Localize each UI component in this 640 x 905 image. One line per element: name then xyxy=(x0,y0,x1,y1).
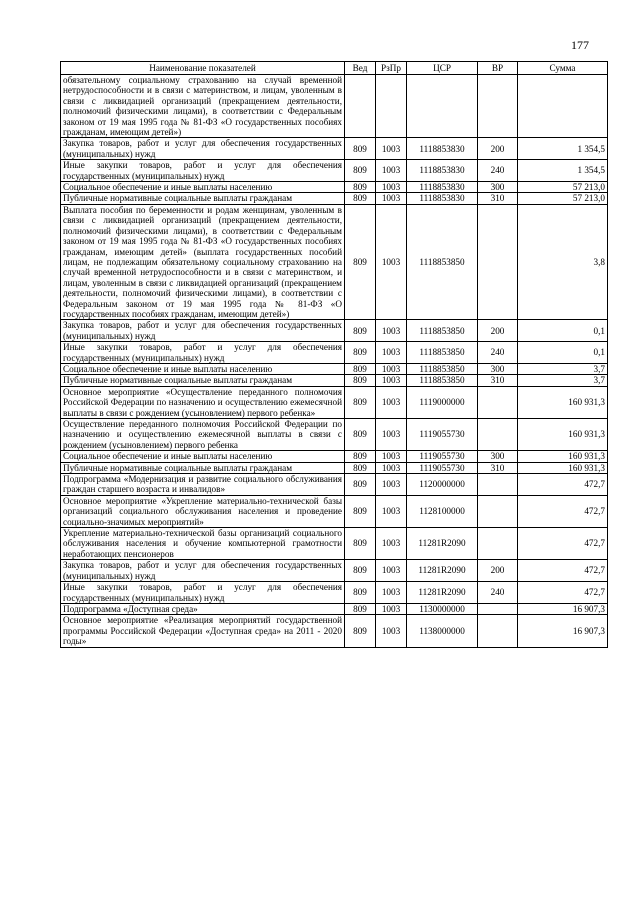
cell-csr: 1120000000 xyxy=(407,474,478,496)
cell-sum: 0,1 xyxy=(518,320,608,342)
cell-rzpr: 1003 xyxy=(376,375,407,386)
cell-rzpr: 1003 xyxy=(376,182,407,193)
header-ved: Вед xyxy=(345,62,376,75)
table-row xyxy=(61,75,608,138)
table-row xyxy=(61,320,608,342)
cell-sum xyxy=(518,75,608,138)
cell-sum: 57 213,0 xyxy=(518,182,608,193)
cell-csr: 11281R2090 xyxy=(407,560,478,582)
cell-vr: 200 xyxy=(478,320,518,342)
cell-vr: 310 xyxy=(478,193,518,204)
cell-rzpr: 1003 xyxy=(376,560,407,582)
cell-ved: 809 xyxy=(345,182,376,193)
table-row xyxy=(61,582,608,604)
table-row xyxy=(61,615,608,647)
cell-rzpr: 1003 xyxy=(376,528,407,560)
cell-rzpr: 1003 xyxy=(376,193,407,204)
cell-vr xyxy=(478,419,518,451)
cell-sum: 160 931,3 xyxy=(518,451,608,462)
cell-ved: 809 xyxy=(345,495,376,527)
table-body xyxy=(61,75,608,648)
cell-vr xyxy=(478,495,518,527)
cell-vr xyxy=(478,75,518,138)
cell-csr: 1119055730 xyxy=(407,451,478,462)
cell-sum: 16 907,3 xyxy=(518,603,608,614)
cell-name: Выплата пособия по беременности и родам женщинам, уволенным в связи с ликвидацией организаций (прекращением деятельности, полномочий физическими лицами), в соответствии с Федеральным законом от 19 мая 1995 года № 81-ФЗ «О государственных пособиях гражданам, имеющим детей» (выплата государственных пособий лицам, не подлежащим обязательному социальному страхованию на случай временной нетрудоспособности и в связи с материнством, и лицам, уволенным в связи с ликвидацией организаций (прекращением деятельности, полномочий физическими лицами), в соответствии с Федеральным законом от 19 мая 1995 года № 81-ФЗ «О государственных пособиях гражданам, имеющим детей») xyxy=(61,204,345,319)
table-row xyxy=(61,160,608,182)
cell-name: Социальное обеспечение и иные выплаты населению xyxy=(61,451,345,462)
table-row xyxy=(61,363,608,374)
cell-vr xyxy=(478,204,518,319)
cell-csr: 1118853850 xyxy=(407,204,478,319)
cell-csr: 1118853830 xyxy=(407,160,478,182)
cell-rzpr: 1003 xyxy=(376,582,407,604)
cell-vr: 200 xyxy=(478,560,518,582)
cell-ved: 809 xyxy=(345,320,376,342)
cell-csr: 1128100000 xyxy=(407,495,478,527)
table-row xyxy=(61,193,608,204)
cell-name: Иные закупки товаров, работ и услуг для обеспечения государственных (муниципальных) нужд xyxy=(61,342,345,364)
cell-ved: 809 xyxy=(345,363,376,374)
cell-rzpr: 1003 xyxy=(376,495,407,527)
cell-sum: 472,7 xyxy=(518,495,608,527)
cell-vr: 300 xyxy=(478,363,518,374)
cell-rzpr: 1003 xyxy=(376,204,407,319)
cell-ved: 809 xyxy=(345,138,376,160)
cell-name: Закупка товаров, работ и услуг для обеспечения государственных (муниципальных) нужд xyxy=(61,320,345,342)
cell-name: Подпрограмма «Модернизация и развитие социального обслуживания граждан старшего возраста и инвалидов» xyxy=(61,474,345,496)
header-vr: ВР xyxy=(478,62,518,75)
cell-name: Иные закупки товаров, работ и услуг для обеспечения государственных (муниципальных) нужд xyxy=(61,582,345,604)
cell-ved xyxy=(345,75,376,138)
cell-csr: 1118853830 xyxy=(407,138,478,160)
header-csr: ЦСР xyxy=(407,62,478,75)
cell-sum: 472,7 xyxy=(518,582,608,604)
cell-name: Публичные нормативные социальные выплаты гражданам xyxy=(61,375,345,386)
cell-name: Социальное обеспечение и иные выплаты населению xyxy=(61,182,345,193)
cell-ved: 809 xyxy=(345,560,376,582)
cell-vr xyxy=(478,615,518,647)
cell-name: Социальное обеспечение и иные выплаты населению xyxy=(61,363,345,374)
cell-ved: 809 xyxy=(345,204,376,319)
cell-ved: 809 xyxy=(345,474,376,496)
table-row xyxy=(61,138,608,160)
cell-ved: 809 xyxy=(345,386,376,418)
cell-sum: 0,1 xyxy=(518,342,608,364)
table-row xyxy=(61,375,608,386)
cell-name: Закупка товаров, работ и услуг для обеспечения государственных (муниципальных) нужд xyxy=(61,138,345,160)
cell-vr xyxy=(478,386,518,418)
cell-rzpr: 1003 xyxy=(376,386,407,418)
cell-name: Укрепление материально-технической базы организаций социального обслуживания населения и обучение компьютерной грамотности неработающих пенсионеров xyxy=(61,528,345,560)
cell-rzpr: 1003 xyxy=(376,419,407,451)
budget-table xyxy=(60,61,608,648)
table-row xyxy=(61,419,608,451)
cell-vr xyxy=(478,603,518,614)
cell-sum: 57 213,0 xyxy=(518,193,608,204)
cell-name: Закупка товаров, работ и услуг для обеспечения государственных (муниципальных) нужд xyxy=(61,560,345,582)
table-row xyxy=(61,603,608,614)
cell-rzpr: 1003 xyxy=(376,603,407,614)
cell-vr xyxy=(478,528,518,560)
cell-vr xyxy=(478,474,518,496)
cell-ved: 809 xyxy=(345,451,376,462)
cell-name: Подпрограмма «Доступная среда» xyxy=(61,603,345,614)
cell-ved: 809 xyxy=(345,582,376,604)
cell-sum: 472,7 xyxy=(518,560,608,582)
cell-ved: 809 xyxy=(345,160,376,182)
cell-csr: 1119055730 xyxy=(407,419,478,451)
cell-name: Основное мероприятие «Укрепление материально-технической базы организаций социального обслуживания населения и проведение социально-значимых мероприятий» xyxy=(61,495,345,527)
cell-csr: 11281R2090 xyxy=(407,528,478,560)
cell-vr: 300 xyxy=(478,182,518,193)
cell-rzpr: 1003 xyxy=(376,363,407,374)
cell-csr: 1118853850 xyxy=(407,342,478,364)
cell-rzpr: 1003 xyxy=(376,474,407,496)
cell-name: обязательному социальному страхованию на случай временной нетрудоспособности и в связи с материнством, и лицам, уволенным в связи с ликвидацией организаций (прекращением деятельности, полномочий физическими лицами), в соответствии с Федеральным законом от 19 мая 1995 года № 81-ФЗ «О государственных пособиях гражданам, имеющим детей») xyxy=(61,75,345,138)
cell-ved: 809 xyxy=(345,462,376,473)
cell-vr: 300 xyxy=(478,451,518,462)
cell-ved: 809 xyxy=(345,603,376,614)
cell-name: Осуществление переданного полномочия Российской Федерации по назначению и осуществлению ежемесячной выплаты в связи с рождением (усыновлением) первого ребенка xyxy=(61,419,345,451)
cell-sum: 3,8 xyxy=(518,204,608,319)
cell-csr: 1119055730 xyxy=(407,462,478,473)
table-row xyxy=(61,462,608,473)
cell-vr: 310 xyxy=(478,375,518,386)
cell-sum: 1 354,5 xyxy=(518,138,608,160)
cell-name: Публичные нормативные социальные выплаты гражданам xyxy=(61,193,345,204)
cell-csr: 1130000000 xyxy=(407,603,478,614)
cell-vr: 240 xyxy=(478,160,518,182)
cell-rzpr: 1003 xyxy=(376,615,407,647)
cell-name: Иные закупки товаров, работ и услуг для обеспечения государственных (муниципальных) нужд xyxy=(61,160,345,182)
cell-ved: 809 xyxy=(345,193,376,204)
page-number: 177 xyxy=(571,38,589,52)
cell-vr: 240 xyxy=(478,342,518,364)
table-row xyxy=(61,474,608,496)
table-row xyxy=(61,495,608,527)
cell-csr xyxy=(407,75,478,138)
cell-sum: 472,7 xyxy=(518,474,608,496)
cell-csr: 1118853830 xyxy=(407,193,478,204)
cell-vr: 310 xyxy=(478,462,518,473)
cell-rzpr: 1003 xyxy=(376,342,407,364)
cell-sum: 3,7 xyxy=(518,363,608,374)
cell-csr: 1118853850 xyxy=(407,375,478,386)
header-sum: Сумма xyxy=(518,62,608,75)
cell-sum: 1 354,5 xyxy=(518,160,608,182)
cell-sum: 160 931,3 xyxy=(518,386,608,418)
cell-csr: 1118853830 xyxy=(407,182,478,193)
header-name: Наименование показателей xyxy=(61,62,345,75)
table-row xyxy=(61,182,608,193)
cell-sum: 16 907,3 xyxy=(518,615,608,647)
header-rzpr: РзПр xyxy=(376,62,407,75)
cell-ved: 809 xyxy=(345,528,376,560)
cell-vr: 240 xyxy=(478,582,518,604)
table-row xyxy=(61,560,608,582)
table-row xyxy=(61,451,608,462)
table-row xyxy=(61,386,608,418)
cell-rzpr xyxy=(376,75,407,138)
cell-csr: 1119000000 xyxy=(407,386,478,418)
cell-rzpr: 1003 xyxy=(376,320,407,342)
cell-name: Основное мероприятие «Осуществление переданного полномочия Российской Федерации по назначению и осуществлению ежемесячной выплаты в связи с рождением (усыновлением) первого ребенка» xyxy=(61,386,345,418)
cell-vr: 200 xyxy=(478,138,518,160)
cell-ved: 809 xyxy=(345,419,376,451)
cell-sum: 3,7 xyxy=(518,375,608,386)
cell-rzpr: 1003 xyxy=(376,451,407,462)
table-row xyxy=(61,528,608,560)
cell-ved: 809 xyxy=(345,375,376,386)
cell-sum: 160 931,3 xyxy=(518,419,608,451)
cell-name: Основное мероприятие «Реализация мероприятий государственной программы Российской Федерации «Доступная среда» на 2011 - 2020 годы» xyxy=(61,615,345,647)
table-header-row xyxy=(61,62,608,75)
table-row xyxy=(61,342,608,364)
table-row xyxy=(61,204,608,319)
cell-rzpr: 1003 xyxy=(376,138,407,160)
cell-sum: 160 931,3 xyxy=(518,462,608,473)
cell-csr: 1118853850 xyxy=(407,363,478,374)
cell-ved: 809 xyxy=(345,342,376,364)
cell-ved: 809 xyxy=(345,615,376,647)
cell-rzpr: 1003 xyxy=(376,160,407,182)
cell-csr: 1138000000 xyxy=(407,615,478,647)
cell-name: Публичные нормативные социальные выплаты гражданам xyxy=(61,462,345,473)
cell-sum: 472,7 xyxy=(518,528,608,560)
cell-rzpr: 1003 xyxy=(376,462,407,473)
cell-csr: 11281R2090 xyxy=(407,582,478,604)
cell-csr: 1118853850 xyxy=(407,320,478,342)
